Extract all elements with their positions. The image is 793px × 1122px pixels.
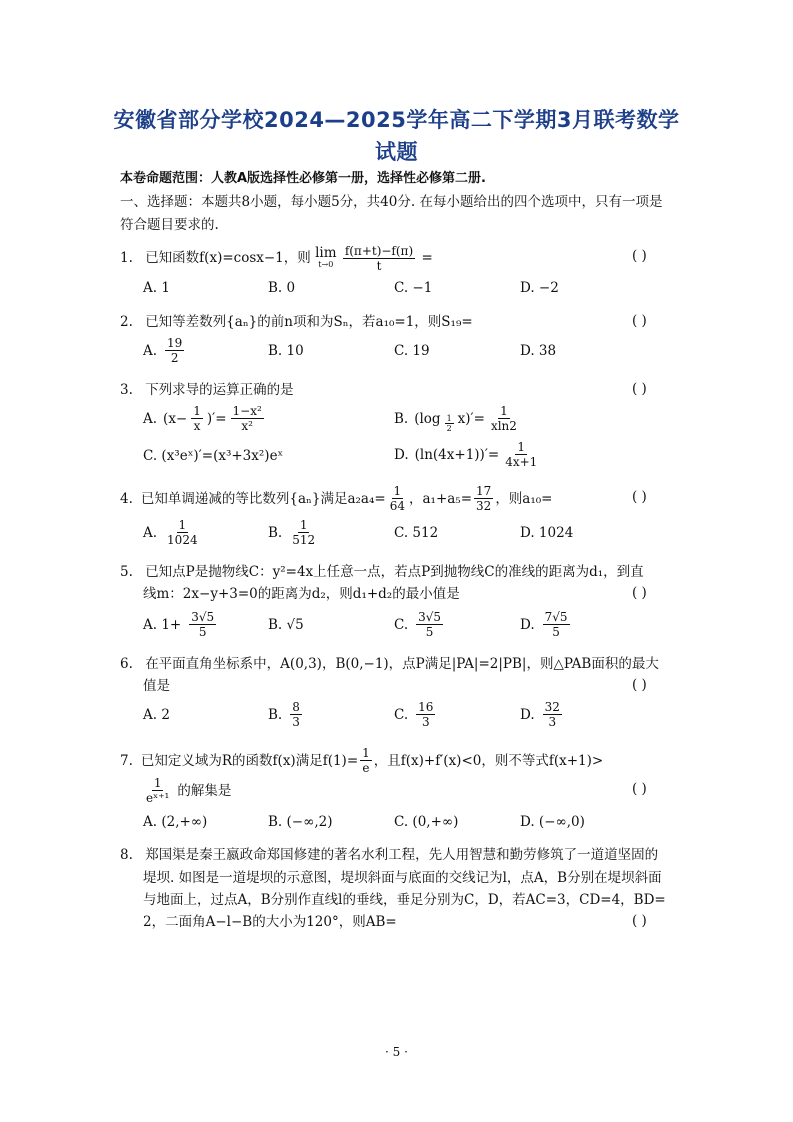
numerator: 1 xyxy=(517,440,526,454)
q3-option-c: C. (x³eˣ)′=(x³+3x²)eˣ xyxy=(143,448,284,464)
q1-lim-sub: t→0 xyxy=(318,259,334,269)
q3-d-frac xyxy=(503,440,539,469)
q3-option-d xyxy=(394,440,541,469)
answer-paren-3: ( ) xyxy=(632,381,647,397)
q7-line2-text: 的解集是 xyxy=(177,782,232,799)
q1-lim-word: lim xyxy=(315,244,337,261)
numerator: 17 xyxy=(476,484,492,498)
question-6-stem-line2: 值是 xyxy=(143,678,170,694)
question-8-stem-line3: 与地面上，过点A，B分别作直线l的垂线，垂足分别为C，D，若AC=3，CD=4，BD= xyxy=(143,892,666,908)
question-4-stem xyxy=(120,484,553,513)
q1-option-b: B. 0 xyxy=(268,280,296,296)
numerator: 1 xyxy=(362,746,370,760)
answer-paren-7: ( ) xyxy=(632,781,647,797)
numerator: 1−x² xyxy=(232,404,262,418)
denominator: 3 xyxy=(421,715,430,729)
q1-option-c: C. −1 xyxy=(394,280,433,296)
numerator: 1 xyxy=(500,404,508,418)
q4-option-a xyxy=(143,518,202,547)
q1-text-pre: 已知函数f(x)=cosx−1，则 xyxy=(145,250,311,266)
q3-d-pre: (ln(4x+1))′= xyxy=(414,446,500,463)
denominator: 1024 xyxy=(167,533,198,547)
question-5-stem-line1 xyxy=(120,563,644,581)
section-heading-line2: 符合题目要求的. xyxy=(120,217,219,233)
question-7-stem-line1 xyxy=(120,746,603,775)
q3-a-frac1 xyxy=(191,404,203,433)
numerator: 1 xyxy=(446,414,452,423)
numerator: 7√5 xyxy=(544,610,568,624)
q3-b-pre: (log xyxy=(414,410,441,427)
option-label: D. xyxy=(520,706,535,723)
q1-option-d: D. −2 xyxy=(520,280,559,296)
question-7-stem-line2 xyxy=(142,776,231,805)
question-number: 5. xyxy=(120,564,133,580)
q6-option-b xyxy=(268,700,304,729)
numerator: 1 xyxy=(299,518,308,532)
q4-text-pre: 已知单调递减的等比数列{aₙ}满足a₂a₄= xyxy=(140,490,386,507)
question-3-stem xyxy=(120,381,294,399)
answer-paren-8: ( ) xyxy=(632,913,647,929)
option-label: A. xyxy=(143,410,158,427)
q3-option-a xyxy=(143,404,266,433)
q7-frac xyxy=(360,746,372,775)
page-number: · 5 · xyxy=(385,1045,408,1059)
q4-option-d: D. 1024 xyxy=(520,525,574,541)
denominator: 5 xyxy=(198,625,207,639)
q3-a-pre: (x− xyxy=(163,410,188,427)
q5-option-d xyxy=(520,610,572,639)
q1-numerator: f(π+t)−f(π) xyxy=(344,244,414,258)
denominator: 32 xyxy=(476,499,492,513)
option-label: D. xyxy=(394,446,409,463)
document-title-line2: 试题 xyxy=(375,140,418,164)
numerator: 1 xyxy=(193,404,201,418)
numerator: 16 xyxy=(418,700,434,714)
q5-option-c xyxy=(394,610,445,639)
question-8-stem-line1 xyxy=(120,846,658,864)
q7-text-post: ，且f(x)+f′(x)<0，则不等式f(x+1)> xyxy=(373,752,604,769)
q2-a-fraction xyxy=(165,336,184,365)
denominator: x xyxy=(193,419,201,433)
q6-text-line1: 在平面直角坐标系中，A(0,3)，B(0,−1)，点P满足|PA|=2|PB|，则△PAB面积的最大 xyxy=(145,656,659,672)
numerator: 19 xyxy=(167,336,183,350)
section-heading-line1: 一、选择题：本题共8小题，每小题5分，共40分. 在每小题给出的四个选项中，只有一项是 xyxy=(120,194,663,210)
numerator: 32 xyxy=(544,700,560,714)
q1-text-post: = xyxy=(421,250,433,266)
option-label: B. xyxy=(268,706,283,723)
question-8-stem-line4: 2，二面角A−l−B的大小为120°，则AB= xyxy=(143,914,397,930)
document-title-line1: 安徽省部分学校2024—2025学年高二下学期3月联考数学 xyxy=(113,108,680,132)
q5-option-b: B. √5 xyxy=(268,617,304,633)
q7-option-b: B. (−∞,2) xyxy=(268,814,333,830)
denominator: e xyxy=(362,761,370,775)
q5-option-a xyxy=(143,610,218,639)
numerator: 3√5 xyxy=(418,610,442,624)
q3-option-b xyxy=(394,404,521,433)
q2-option-a xyxy=(143,336,186,365)
denominator: eˣ⁺¹ xyxy=(146,791,170,805)
q4-frac1 xyxy=(388,484,407,513)
q6-d-frac xyxy=(543,700,562,729)
q1-fraction xyxy=(343,244,415,273)
q3-b-frac xyxy=(489,404,519,433)
q7-text-pre: 已知定义域为R的函数f(x)满足f(1)= xyxy=(140,752,359,769)
denominator: 2 xyxy=(170,351,179,365)
question-number: 4. xyxy=(120,490,133,507)
answer-paren-1: ( ) xyxy=(632,248,647,264)
q2-option-c: C. 19 xyxy=(394,343,430,359)
numerator: 3√5 xyxy=(191,610,215,624)
q6-c-frac xyxy=(416,700,435,729)
option-label: A. xyxy=(143,524,158,541)
question-5-stem-line2: 线m：2x−y+3=0的距离为d₂，则d₁+d₂的最小值是 xyxy=(143,586,460,602)
denominator: 5 xyxy=(552,625,560,639)
q6-b-frac xyxy=(290,700,302,729)
option-label: B. xyxy=(268,524,283,541)
numerator: 1 xyxy=(153,776,162,790)
q6-option-c xyxy=(394,700,437,729)
q4-frac2 xyxy=(474,484,493,513)
numerator: 1 xyxy=(393,484,402,498)
question-1-stem xyxy=(120,244,433,273)
question-number: 2. xyxy=(120,314,133,330)
q7-option-a: A. (2,+∞) xyxy=(143,814,208,830)
q6-option-d xyxy=(520,700,564,729)
question-2-stem xyxy=(120,313,473,331)
q6-option-a: A. 2 xyxy=(143,707,170,723)
q4-option-b xyxy=(268,518,319,547)
option-label: C. xyxy=(394,706,409,723)
q2-option-d: D. 38 xyxy=(520,343,557,359)
question-number: 3. xyxy=(120,382,133,398)
option-label: A. xyxy=(143,342,158,359)
denominator: 64 xyxy=(389,499,405,513)
scope-note: 本卷命题范围：人教A版选择性必修第一册，选择性必修第二册. xyxy=(120,171,486,186)
q3-a-frac2 xyxy=(231,404,264,433)
option-label: A. 1+ xyxy=(143,616,182,633)
q4-a-frac xyxy=(165,518,200,547)
denominator: 5 xyxy=(425,625,434,639)
q3-text: 下列求导的运算正确的是 xyxy=(145,382,294,398)
denominator: 3 xyxy=(548,715,557,729)
denominator: xln2 xyxy=(490,419,517,433)
q4-b-frac xyxy=(290,518,317,547)
answer-paren-6: ( ) xyxy=(632,677,647,693)
question-number: 6. xyxy=(120,656,133,672)
q3-b-mid: x)′= xyxy=(457,410,485,427)
question-number: 1. xyxy=(120,250,133,266)
denominator: 4x+1 xyxy=(505,455,538,469)
q7-option-c: C. (0,+∞) xyxy=(394,814,459,830)
question-number: 8. xyxy=(120,847,133,863)
q5-a-frac xyxy=(189,610,216,639)
q5-d-frac xyxy=(543,610,570,639)
option-label: B. xyxy=(394,410,409,427)
denominator: 512 xyxy=(292,533,316,547)
q1-denominator: t xyxy=(376,259,382,273)
q7-line2-frac xyxy=(144,776,171,805)
q4-option-c: C. 512 xyxy=(394,525,439,541)
q4-text-post: ，则a₁₀= xyxy=(495,490,553,507)
denominator: 3 xyxy=(292,715,300,729)
q5-text-line1: 已知点P是抛物线C：y²=4x上任意一点，若点P到抛物线C的准线的距离为d₁，到直 xyxy=(145,564,644,580)
q7-option-d: D. (−∞,0) xyxy=(520,814,585,830)
question-8-stem-line2: 堤坝. 如图是一道堤坝的示意图，堤坝斜面与底面的交线记为l，点A，B分别在堤坝斜面 xyxy=(143,870,662,886)
q4-text-mid: ，a₁+a₅= xyxy=(408,490,473,507)
denominator: x² xyxy=(241,419,253,433)
q2-text: 已知等差数列{aₙ}的前n项和为Sₙ，若a₁₀=1，则S₁₉= xyxy=(145,314,473,330)
denominator: 2 xyxy=(446,424,452,433)
q8-text-line1: 郑国渠是秦王嬴政命郑国修建的著名水利工程，先人用智慧和勤劳修筑了一道道坚固的 xyxy=(145,847,659,863)
option-label: D. xyxy=(520,616,535,633)
q1-option-a: A. 1 xyxy=(143,280,170,296)
question-6-stem-line1 xyxy=(120,655,659,673)
option-label: C. xyxy=(394,616,409,633)
q1-limit xyxy=(315,244,337,271)
numerator: 8 xyxy=(292,700,300,714)
answer-paren-4: ( ) xyxy=(632,489,647,505)
answer-paren-2: ( ) xyxy=(632,313,647,329)
answer-paren-5: ( ) xyxy=(632,585,647,601)
q3-a-mid: )′= xyxy=(206,410,227,427)
q2-option-b: B. 10 xyxy=(268,343,304,359)
numerator: 1 xyxy=(178,518,187,532)
question-number: 7. xyxy=(120,752,133,769)
q5-c-frac xyxy=(416,610,443,639)
q3-b-log-base xyxy=(445,414,454,433)
